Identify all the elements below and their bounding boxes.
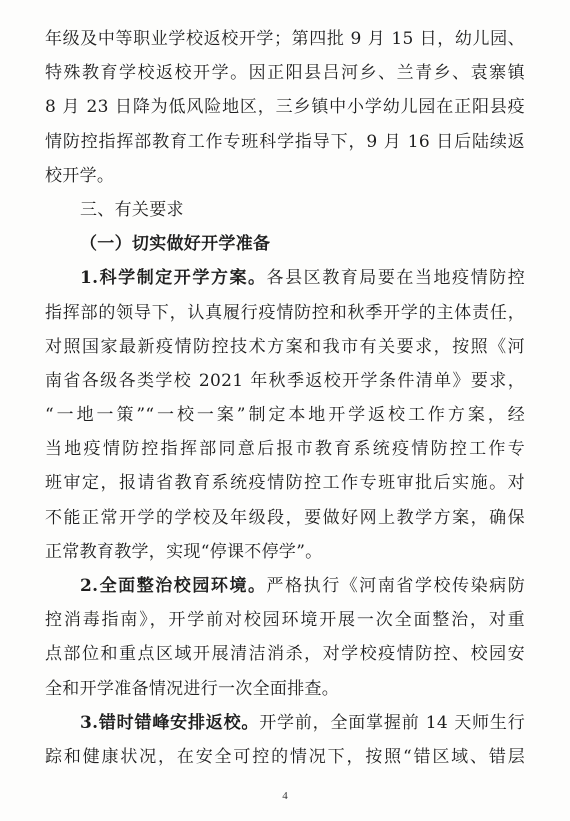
item-title: 2.全面整治校园环境。 (80, 576, 267, 596)
page-number: 4 (282, 790, 288, 802)
text-line: 控消毒指南》，开学前对校园环境开展一次全面整治，对重 (45, 610, 525, 631)
item-text: 开学前，全面掌握前 14 天师生行 (259, 712, 525, 733)
text-line: 踪和健康状况，在安全可控的情况下，按照“错区域、错层 (45, 746, 525, 767)
document-body (45, 22, 525, 774)
item-title: 3.错时错峰安排返校。 (80, 712, 260, 733)
text-line: 全和开学准备情况进行一次全面排查。 (45, 678, 340, 699)
item-title: 1.科学制定开学方案。 (80, 268, 267, 289)
text-line: “一地一策”“一校一案”制定本地开学返校工作方案，经 (45, 405, 525, 426)
item-text: 严格执行《河南省学校传染病防 (266, 576, 525, 596)
text-line: 对照国家最新疫情防控技术方案和我市有关要求，按照《河 (45, 336, 525, 357)
text-line: 南省各级各类学校 2021 年秋季返校开学条件清单》要求， (45, 370, 525, 391)
item-text: 各县区教育局要在当地疫情防控 (266, 268, 525, 289)
paragraph-first-line (45, 261, 525, 295)
text-line: 校开学。 (45, 165, 115, 186)
text-line: 正常教育教学，实现“停课不停学”。 (45, 541, 323, 562)
paragraph-first-line (45, 706, 525, 740)
text-line: 指挥部的领导下，认真履行疫情防控和秋季开学的主体责任， (45, 302, 525, 323)
text-line: 当地疫情防控指挥部同意后报市教育系统疫情防控工作专 (45, 439, 525, 460)
text-line: 年级及中等职业学校返校开学；第四批 9 月 15 日，幼儿园、 (45, 29, 525, 49)
section-heading: 三、有关要求 (80, 199, 184, 220)
text-line: 情防控指挥部教育工作专班科学指导下，9 月 16 日后陆续返 (45, 131, 525, 152)
paragraph-first-line (45, 569, 525, 603)
text-line: 点部位和重点区域开展清洁消杀，对学校疫情防控、校园安 (45, 644, 525, 665)
text-line: 班审定，报请省教育系统疫情防控工作专班审批后实施。对 (45, 473, 525, 494)
subsection-heading: （一）切实做好开学准备 (80, 234, 271, 255)
text-line: 8 月 23 日降为低风险地区，三乡镇中小学幼儿园在正阳县疫 (45, 97, 525, 118)
text-line: 不能正常开学的学校及年级段，要做好网上教学方案，确保 (45, 507, 525, 528)
text-line: 特殊教育学校返校开学。因正阳县吕河乡、兰青乡、袁寨镇 (45, 63, 525, 84)
